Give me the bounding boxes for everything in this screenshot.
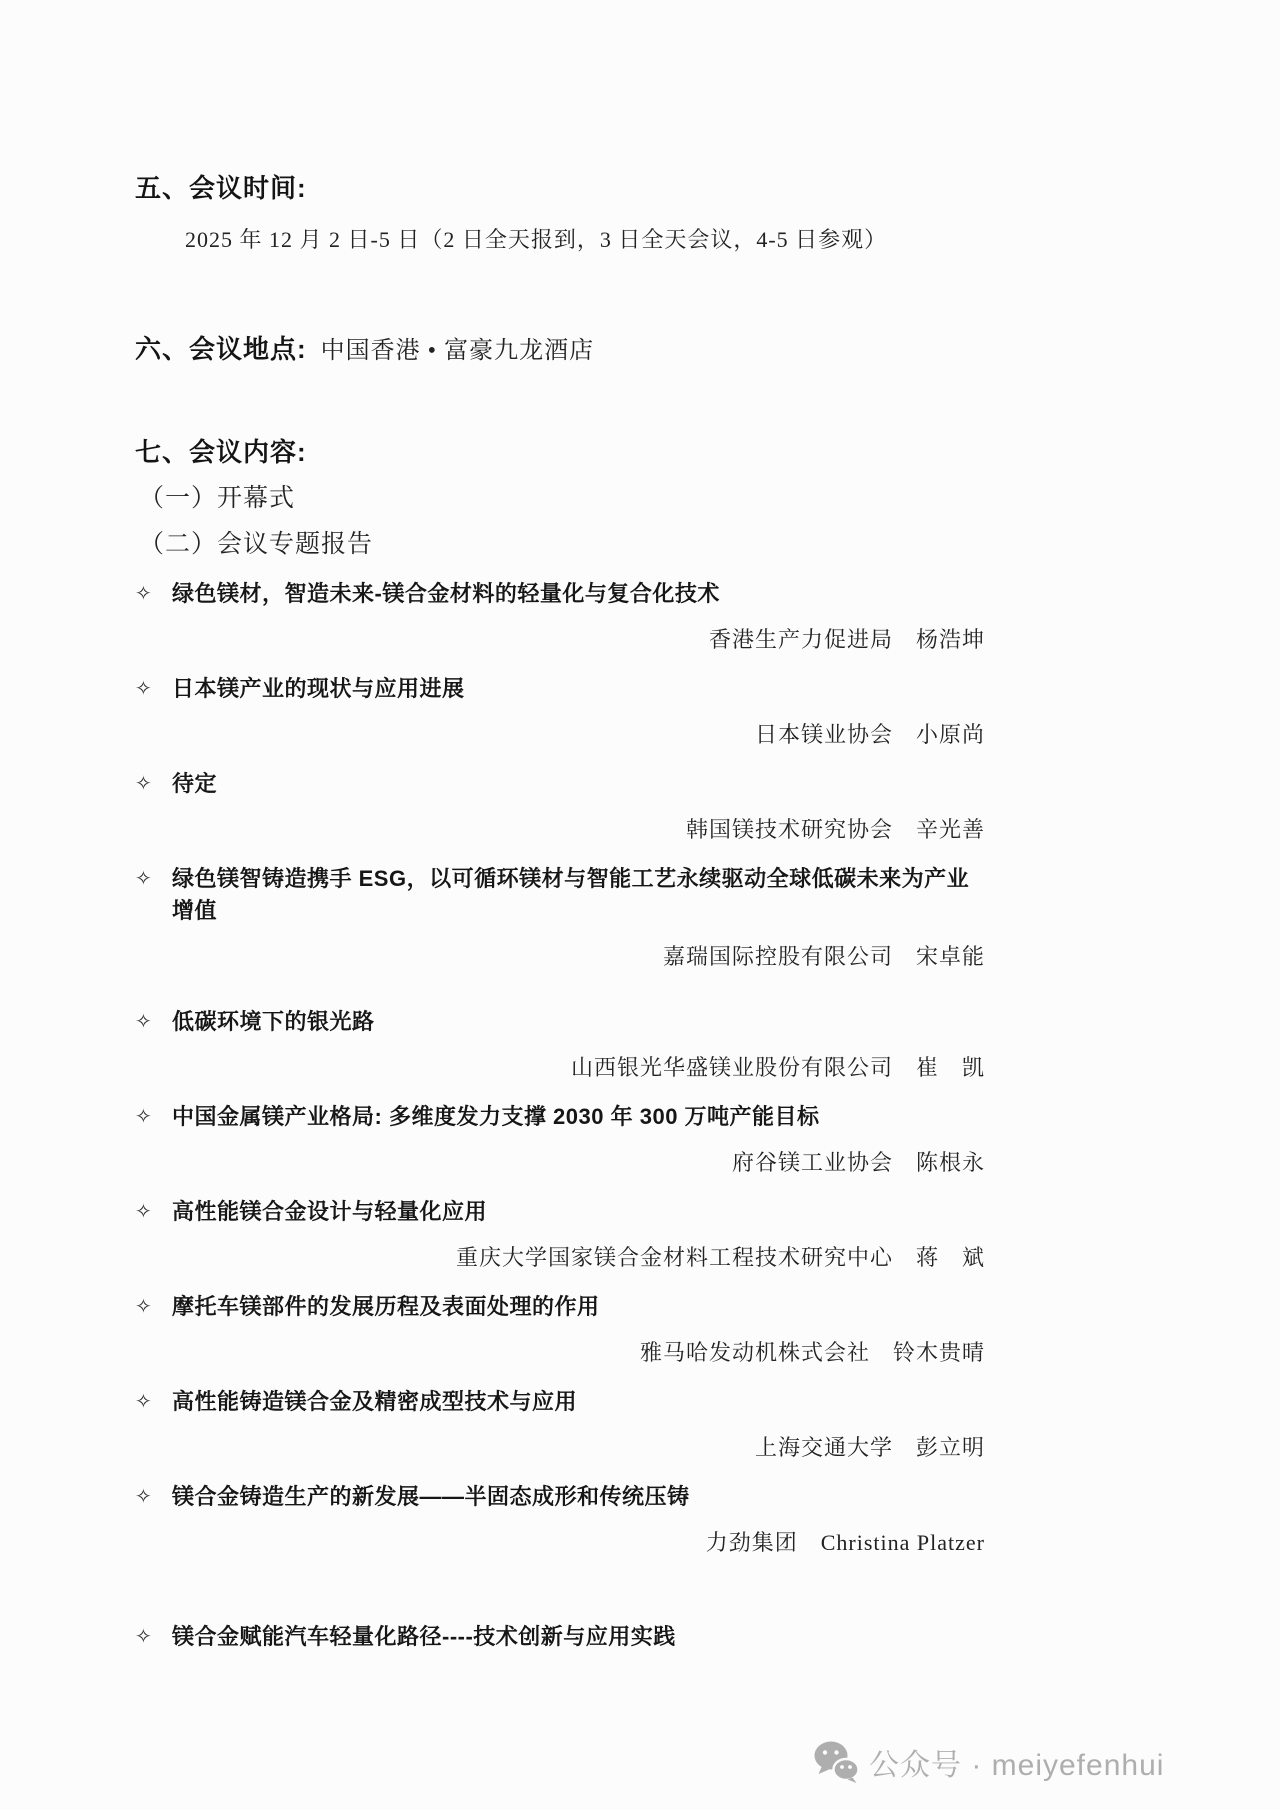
talk-title: 高性能镁合金设计与轻量化应用 — [172, 1199, 488, 1224]
diamond-bullet-icon: ✧ — [135, 1626, 152, 1648]
talk-title: 低碳环境下的银光路 — [172, 1009, 375, 1034]
diamond-bullet-icon: ✧ — [135, 1011, 152, 1033]
subsection-opening-ceremony: （一）开幕式 — [139, 485, 296, 512]
conference-dates: 2025 年 12 月 2 日-5 日（2 日全天报到，3 日全天会议，4-5 日参观） — [185, 227, 888, 252]
talk-title: 待定 — [172, 771, 218, 796]
watermark-label: 公众号 · meiyefenhui — [869, 1749, 1165, 1782]
wechat-watermark — [813, 1740, 1164, 1784]
diamond-bullet-icon: ✧ — [135, 773, 152, 795]
talk-item — [135, 1621, 985, 1653]
talk-title: 镁合金赋能汽车轻量化路径----技术创新与应用实践 — [172, 1624, 676, 1649]
talk-item — [135, 578, 985, 656]
talk-speaker: 上海交通大学 彭立明 — [754, 1435, 985, 1460]
talk-title: 镁合金铸造生产的新发展——半固态成形和传统压铸 — [172, 1484, 690, 1509]
venue-detail: 中国香港 • 富豪九龙酒店 — [320, 338, 595, 364]
talk-speaker: 山西银光华盛镁业股份有限公司 崔 凯 — [570, 1055, 985, 1080]
diamond-bullet-icon: ✧ — [135, 678, 152, 700]
diamond-bullet-icon: ✧ — [135, 1391, 152, 1413]
talk-title: 高性能铸造镁合金及精密成型技术与应用 — [172, 1389, 578, 1414]
diamond-bullet-icon: ✧ — [135, 868, 152, 890]
talk-item — [135, 1481, 985, 1559]
diamond-bullet-icon: ✧ — [135, 1106, 152, 1128]
subsection-keynote-reports: （二）会议专题报告 — [139, 531, 374, 558]
talk-item — [135, 1291, 985, 1369]
talk-item — [135, 1006, 985, 1084]
talk-item — [135, 673, 985, 751]
talk-list — [135, 578, 985, 1653]
talk-item — [135, 768, 985, 846]
talk-title: 日本镁产业的现状与应用进展 — [172, 676, 465, 701]
talk-title: 绿色镁材，智造未来-镁合金材料的轻量化与复合化技术 — [172, 581, 720, 606]
diamond-bullet-icon: ✧ — [135, 1296, 152, 1318]
section-venue — [135, 330, 985, 366]
talk-speaker: 府谷镁工业协会 陈根永 — [731, 1150, 985, 1175]
diamond-bullet-icon: ✧ — [135, 583, 152, 605]
talk-title: 绿色镁智铸造携手 ESG，以可循环镁材与智能工艺永续驱动全球低碳未来为产业增值 — [172, 866, 970, 923]
section-venue-heading: 六、会议地点: — [135, 334, 307, 364]
talk-speaker: 力劲集团 Christina Platzer — [705, 1530, 985, 1555]
talk-title: 摩托车镁部件的发展历程及表面处理的作用 — [172, 1294, 600, 1319]
section-content-heading: 七、会议内容: — [135, 437, 307, 467]
talk-item — [135, 1101, 985, 1179]
talk-item — [135, 1386, 985, 1464]
conference-agenda-page — [135, 171, 985, 1670]
talk-item — [135, 863, 985, 973]
talk-speaker: 雅马哈发动机株式会社 铃木贵晴 — [639, 1340, 985, 1365]
diamond-bullet-icon: ✧ — [135, 1201, 152, 1223]
talk-speaker: 香港生产力促进局 杨浩坤 — [708, 627, 985, 652]
section-time-heading: 五、会议时间: — [135, 173, 307, 203]
diamond-bullet-icon: ✧ — [135, 1486, 152, 1508]
talk-speaker: 日本镁业协会 小原尚 — [754, 722, 985, 747]
talk-title: 中国金属镁产业格局: 多维度发力支撑 2030 年 300 万吨产能目标 — [172, 1104, 820, 1129]
talk-speaker: 嘉瑞国际控股有限公司 宋卓能 — [662, 944, 985, 969]
talk-speaker: 韩国镁技术研究协会 辛光善 — [685, 817, 985, 842]
wechat-icon — [813, 1740, 859, 1784]
talk-item — [135, 1196, 985, 1274]
talk-speaker: 重庆大学国家镁合金材料工程技术研究中心 蒋 斌 — [455, 1245, 985, 1270]
